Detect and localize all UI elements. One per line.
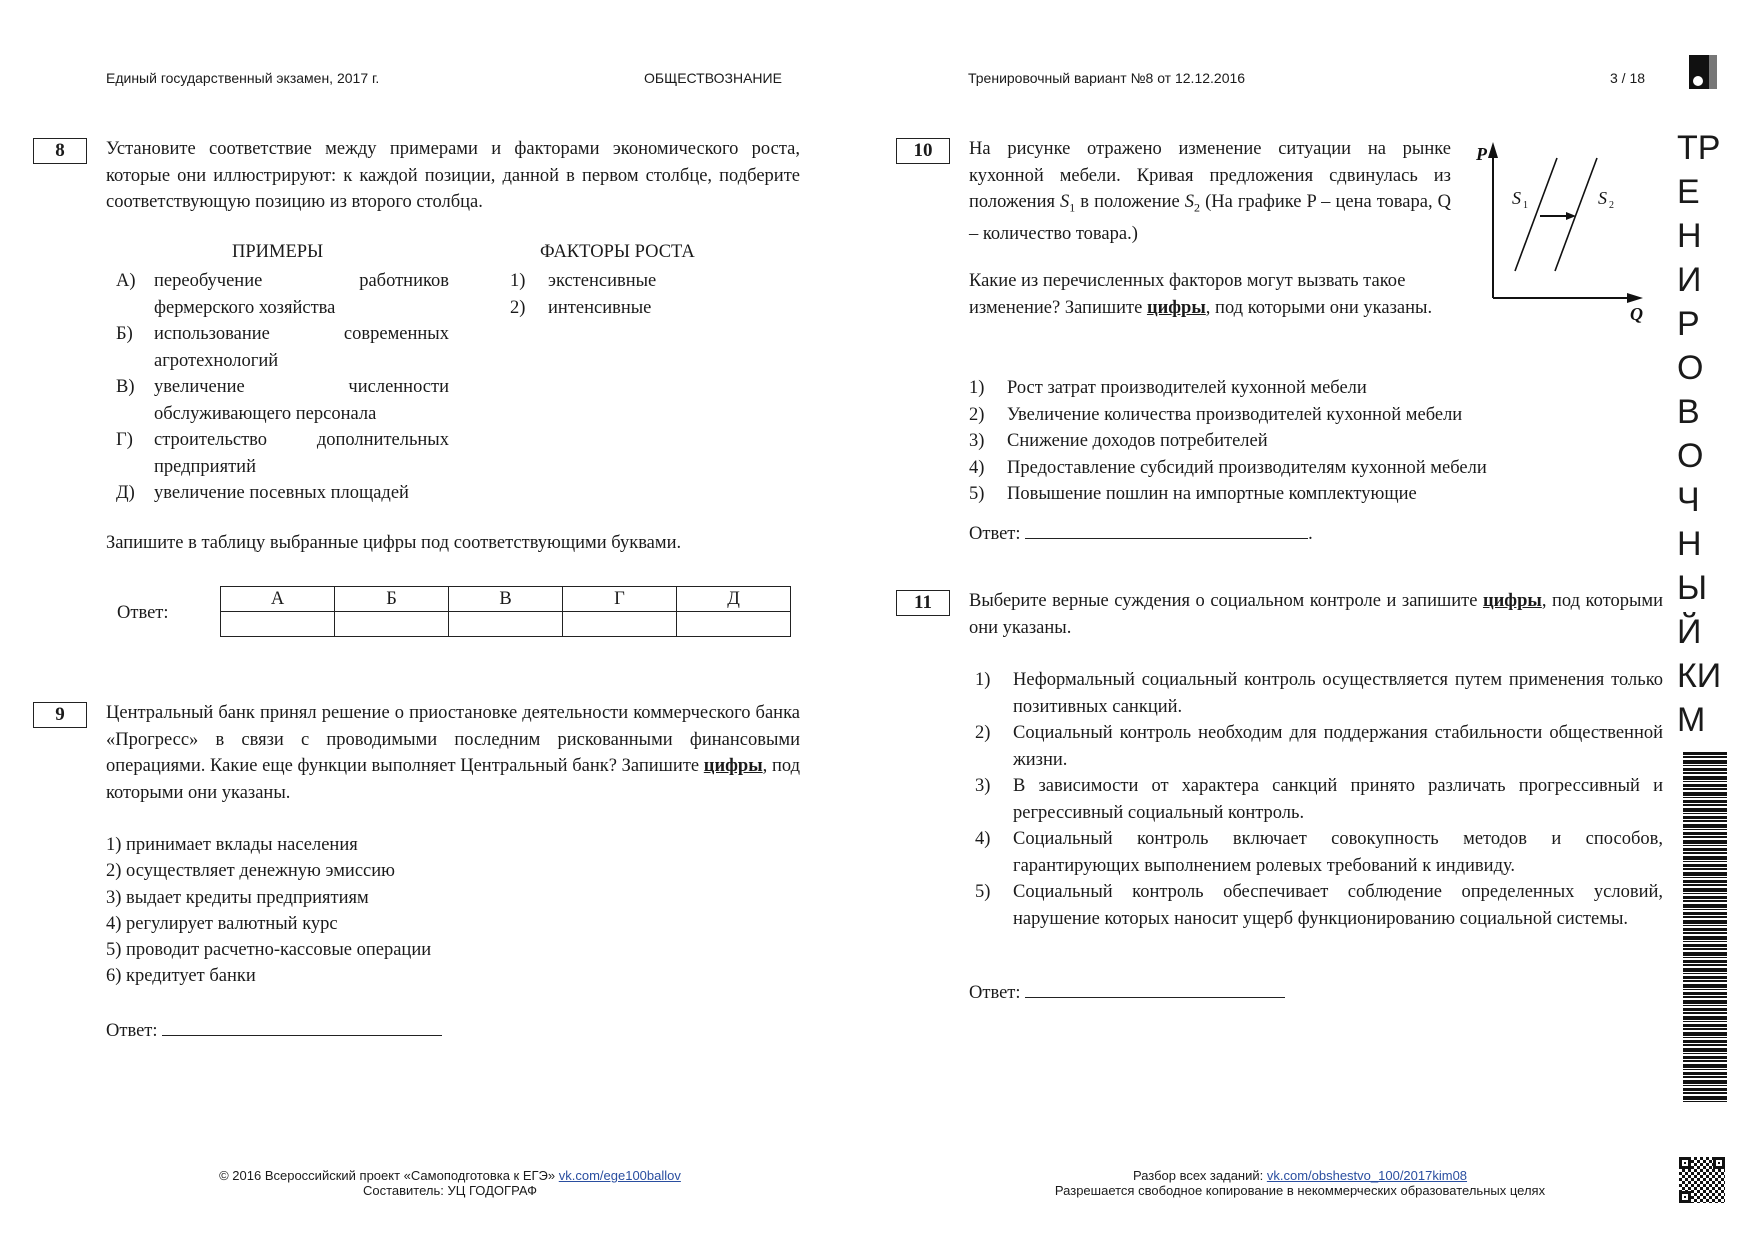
side-banner-letter: О	[1677, 349, 1704, 387]
q11-option-label: 1)	[975, 670, 991, 690]
q8-example-item	[116, 321, 449, 374]
q8-answer-cell-b[interactable]	[335, 612, 449, 637]
q9-answer-label: Ответ:	[106, 1021, 158, 1041]
q11-option-label: 3)	[975, 776, 991, 796]
q10-s2-sub: 2	[1194, 200, 1201, 215]
q8-example-text: увеличение посевных площадей	[154, 483, 409, 503]
q8-example-label: Д)	[116, 483, 135, 503]
q10-graph-s2: S	[1598, 188, 1607, 208]
q9-prompt-tail: , под которыми они указаны.	[106, 756, 800, 803]
side-banner-letter: Е	[1677, 173, 1700, 211]
q8-answer-cell-d[interactable]	[677, 612, 791, 637]
q10-option-label: 2)	[969, 404, 985, 425]
q8-answer-table-header-row	[221, 587, 791, 612]
q10-answer-field[interactable]	[1025, 520, 1308, 539]
q11-option-label: 4)	[975, 829, 991, 849]
q11-option-text: Социальный контроль обеспечивает соблюдение определенных условий, нарушение которых наносит ущерб функционированию социальной системы.	[1013, 882, 1663, 929]
q8-answer-header-cell: Д	[677, 587, 791, 612]
q9-prompt-emphasis: цифры	[703, 756, 763, 776]
q8-answer-table-value-row	[221, 612, 791, 637]
q8-factor-text: интенсивные	[548, 297, 652, 318]
question-number-11: 11	[896, 590, 950, 616]
q8-answer-header-cell: Б	[335, 587, 449, 612]
barcode-icon	[1683, 752, 1727, 1102]
q9-option: 2) осуществляет денежную эмиссию	[106, 861, 395, 882]
q9-option: 6) кредитует банки	[106, 966, 256, 987]
footer-license: Разрешается свободное копирование в некоммерческих образовательных целях	[1054, 1183, 1546, 1198]
q8-prompt: Установите соответствие между примерами и факторами экономического роста, которые они иллюстрируют: к каждой позиции, данной в первом столбце, подберите соответствующую позицию из второго столбца.	[106, 139, 800, 212]
svg-text:1: 1	[1523, 200, 1528, 211]
q8-example-item	[116, 374, 449, 427]
q10-question-tail: , под которыми они указаны.	[1205, 297, 1433, 318]
q10-option	[969, 481, 1649, 508]
q11-option-text: Социальный контроль необходим для поддержания стабильности общественной жизни.	[1013, 723, 1663, 770]
q8-examples-list	[116, 268, 449, 507]
q10-graph-y-label: P	[1476, 144, 1487, 164]
footer-link-ege100ballov[interactable]: vk.com/ege100ballov	[558, 1168, 681, 1183]
q8-factors-title: ФАКТОРЫ РОСТА	[540, 242, 695, 262]
q10-option-text: Увеличение количества производителей кухонной мебели	[1007, 404, 1463, 425]
side-banner-letter: Ы	[1677, 569, 1708, 607]
q11-answer-label: Ответ:	[969, 983, 1021, 1003]
q9-answer-field[interactable]	[162, 1017, 442, 1036]
svg-text:2: 2	[1609, 200, 1614, 211]
q10-option	[969, 455, 1649, 482]
q10-option	[969, 402, 1649, 429]
side-banner-letter: В	[1677, 393, 1700, 431]
q10-option-label: 3)	[969, 431, 985, 451]
q8-factors-list	[510, 268, 760, 321]
q10-answer	[969, 520, 1313, 545]
q8-examples-title: ПРИМЕРЫ	[232, 242, 324, 262]
q11-options-list	[975, 667, 1663, 932]
q11-prompt-text: Выберите верные суждения о социальном контроле и запишите	[969, 591, 1483, 611]
header-variant: Тренировочный вариант №8 от 12.12.2016	[968, 70, 1246, 86]
side-banner-letter: Н	[1677, 217, 1702, 255]
question-number-9: 9	[33, 702, 87, 728]
side-banner-letter: КИ	[1677, 657, 1722, 695]
side-banner-letter: Ч	[1677, 481, 1700, 519]
q9-prompt	[106, 700, 800, 806]
q10-option	[969, 428, 1649, 455]
side-banner-letter: Р	[1677, 305, 1700, 343]
side-banner-letter: Н	[1677, 525, 1702, 563]
logo-icon	[1689, 55, 1717, 89]
q10-prompt-text: (На графике P – цена товара, Q – количество товара.)	[969, 192, 1451, 245]
q9-option: 5) проводит расчетно-кассовые операции	[106, 940, 432, 961]
side-banner-letter: М	[1677, 701, 1706, 739]
q8-answer-cell-g[interactable]	[563, 612, 677, 637]
q10-option	[969, 375, 1649, 402]
q10-option-label: 4)	[969, 457, 985, 478]
footer-left	[150, 1168, 750, 1198]
q8-example-label: В)	[116, 377, 135, 397]
q10-supply-graph	[1468, 138, 1648, 328]
q10-option-text: Предоставление субсидий производителям кухонной мебели	[1007, 457, 1487, 478]
q10-question-text: Какие из перечисленных факторов могут вызвать такое изменение? Запишите	[969, 271, 1406, 318]
q10-s1: S	[1060, 192, 1070, 212]
q8-example-item	[116, 480, 449, 507]
footer-link-analysis[interactable]: vk.com/obshestvo_100/2017kim08	[1266, 1168, 1468, 1183]
q9-option: 1) принимает вклады населения	[106, 835, 358, 855]
question-number-8: 8	[33, 138, 87, 164]
footer-author: Составитель: УЦ ГОДОГРАФ	[362, 1183, 537, 1198]
q8-answer-label: Ответ:	[117, 603, 169, 623]
side-banner-letter: О	[1677, 437, 1704, 475]
q8-answer-table	[220, 586, 791, 637]
footer-right-line1	[1000, 1168, 1600, 1183]
q9-prompt-text: Центральный банк принял решение о приостановке деятельности коммерческого банка «Прогресс» в связи с проводимыми последним рискованными финансовыми операциями. Какие еще функции выполняет Центральный банк? Запишите	[106, 703, 800, 776]
footer-copyright: © 2016 Всероссийский проект «Самоподготовка к ЕГЭ»	[219, 1168, 559, 1183]
q10-options-list	[969, 375, 1649, 508]
footer-right	[1000, 1168, 1600, 1198]
q8-answer-cell-a[interactable]	[221, 612, 335, 637]
q11-option	[975, 879, 1663, 932]
q11-prompt-tail: , под которыми они указаны.	[969, 591, 1663, 638]
q9-answer	[106, 1017, 442, 1042]
side-banner-letter: И	[1677, 261, 1702, 299]
footer-left-line1	[150, 1168, 750, 1183]
q8-instruction: Запишите в таблицу выбранные цифры под соответствующими буквами.	[106, 533, 682, 553]
q10-prompt-text: На рисунке отражено изменение ситуации на рынке кухонной мебели. Кривая предложения сдвинулась из положения	[969, 139, 1451, 212]
header-subject: ОБЩЕСТВОЗНАНИЕ	[644, 70, 782, 86]
q8-example-label: Б)	[116, 324, 133, 344]
side-banner-letter: ТР	[1677, 129, 1721, 167]
q11-option-text: Социальный контроль включает совокупность методов и способов, гарантирующих выполнением ролевых требований к индивиду.	[1013, 829, 1663, 876]
q10-answer-label: Ответ:	[969, 524, 1021, 544]
header-exam-title: Единый государственный экзамен, 2017 г.	[106, 70, 380, 86]
q8-factor-item	[510, 268, 760, 295]
q10-option-label: 1)	[969, 378, 985, 398]
q8-factor-text: экстенсивные	[548, 271, 657, 291]
q8-example-text: увеличение численности обслуживающего персонала	[154, 377, 449, 424]
q8-answer-cell-v[interactable]	[449, 612, 563, 637]
q10-s1-sub: 1	[1069, 200, 1076, 215]
q8-factor-label: 2)	[510, 297, 526, 318]
q10-option-text: Повышение пошлин на импортные комплектующие	[1007, 484, 1417, 504]
q11-option-label: 2)	[975, 723, 991, 743]
footer-analysis-label: Разбор всех заданий:	[1132, 1168, 1267, 1183]
q8-example-text: переобучение работников фермерского хозяйства	[154, 271, 449, 318]
q10-graph-x-label: Q	[1630, 304, 1643, 324]
q11-option	[975, 773, 1663, 826]
q11-option-label: 5)	[975, 882, 991, 902]
q10-s2: S	[1184, 192, 1195, 212]
q11-option-text: В зависимости от характера санкций принято различать прогрессивный и регрессивный социальный контроль.	[1013, 776, 1663, 823]
q10-option-label: 5)	[969, 484, 985, 504]
q8-example-label: Г)	[116, 430, 133, 450]
side-banner	[1677, 126, 1747, 742]
q11-prompt	[969, 588, 1663, 641]
q10-option-text: Снижение доходов потребителей	[1007, 431, 1268, 451]
q11-option	[975, 720, 1663, 773]
q10-option-text: Рост затрат производителей кухонной мебели	[1007, 378, 1367, 398]
q10-graph-s1: S	[1512, 188, 1521, 208]
q8-example-item	[116, 268, 449, 321]
q8-answer-header-cell: А	[221, 587, 335, 612]
q10-question	[969, 268, 1439, 321]
q11-prompt-emphasis: цифры	[1482, 591, 1542, 611]
q11-option	[975, 826, 1663, 879]
q8-factor-item	[510, 295, 760, 322]
q8-answer-header-cell: В	[449, 587, 563, 612]
q8-factor-label: 1)	[510, 271, 526, 291]
q8-example-label: А)	[116, 271, 136, 291]
header-page-number: 3 / 18	[1610, 70, 1646, 86]
q10-answer-suffix: .	[1308, 524, 1313, 544]
q11-answer	[969, 979, 1285, 1004]
q10-prompt	[969, 136, 1451, 248]
q8-example-text: строительство дополнительных предприятий	[154, 430, 449, 477]
q8-example-item	[116, 427, 449, 480]
q11-option-text: Неформальный социальный контроль осуществляется путем применения только позитивных санкций.	[1013, 670, 1663, 717]
question-number-10: 10	[896, 138, 950, 164]
side-banner-letter: Й	[1677, 613, 1702, 651]
qr-code-icon	[1679, 1157, 1725, 1203]
q9-option: 3) выдает кредиты предприятиям	[106, 887, 369, 908]
q9-option: 4) регулирует валютный курс	[106, 913, 338, 934]
q11-answer-field[interactable]	[1025, 979, 1285, 998]
q11-option	[975, 667, 1663, 720]
q8-example-text: использование современных агротехнологий	[154, 324, 449, 371]
q8-answer-header-cell: Г	[563, 587, 677, 612]
q10-prompt-text: в положение	[1075, 192, 1185, 212]
q9-options-list	[106, 832, 431, 990]
q10-question-emphasis: цифры	[1146, 297, 1206, 318]
